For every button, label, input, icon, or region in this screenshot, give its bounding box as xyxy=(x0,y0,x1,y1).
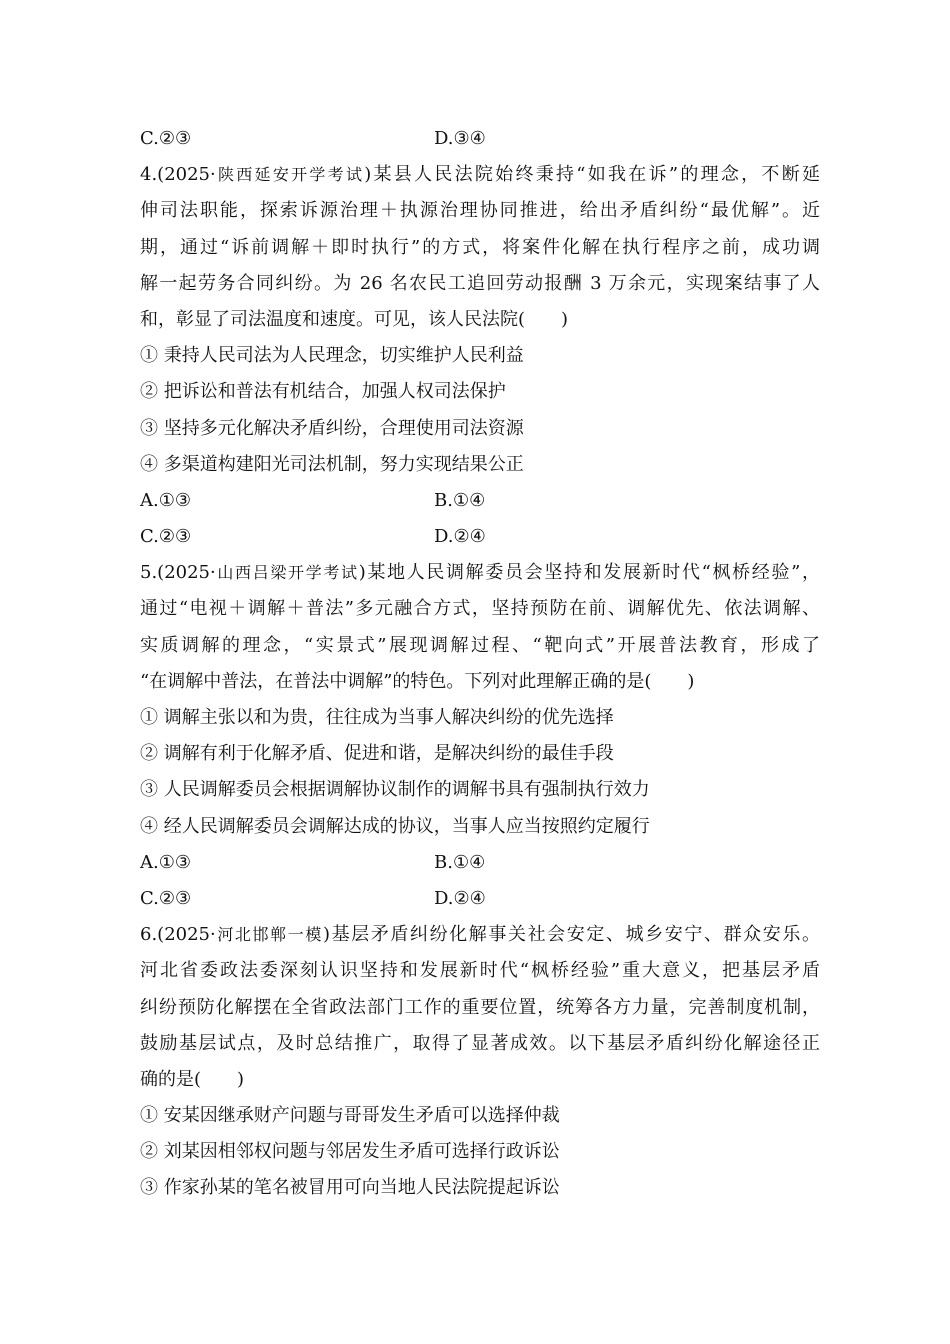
question-content xyxy=(140,121,820,1207)
question-stem-line: 和，彰显了司法温度和速度。可见，该人民法院( ) xyxy=(140,308,569,330)
statement-option: ② 刘某因相邻权问题与邻居发生矛盾可选择行政诉讼 xyxy=(140,1141,560,1163)
statement-option: ④ 多渠道构建阳光司法机制，努力实现结果公正 xyxy=(140,453,524,475)
answer-choices-row xyxy=(140,483,820,519)
question-year: 2025· xyxy=(164,562,216,584)
question-stem-text: )基层矛盾纠纷化解事关社会安定、城乡安宁、群众安乐。 xyxy=(322,924,820,946)
question-5 xyxy=(140,555,820,917)
choice-a: A.①③ xyxy=(140,489,191,511)
question-stem-text: )某地人民调解委员会坚持和发展新时代“枫桥经验”， xyxy=(358,562,820,584)
statement-option: ② 把诉讼和普法有机结合，加强人权司法保护 xyxy=(140,381,506,403)
prev-question-choices xyxy=(140,121,820,157)
statement-option: ③ 坚持多元化解决矛盾纠纷，合理使用司法资源 xyxy=(140,417,524,439)
question-stem-line: “在调解中普法，在普法中调解”的特色。下列对此理解正确的是( ) xyxy=(140,670,695,692)
statement-option: ① 秉持人民司法为人民理念，切实维护人民利益 xyxy=(140,345,524,367)
statement-option: ④ 经人民调解委员会调解达成的协议，当事人应当按照约定履行 xyxy=(140,815,650,837)
choice-a: A.①③ xyxy=(140,851,191,873)
question-stem-line: 实质调解的理念，“实景式”展现调解过程、“靶向式”开展普法教育，形成了 xyxy=(140,634,820,656)
answer-choices-row xyxy=(140,519,820,555)
choice-b: B.①④ xyxy=(434,851,486,873)
choice-d: D.②④ xyxy=(434,887,486,909)
statement-option: ① 安某因继承财产问题与哥哥发生矛盾可以选择仲裁 xyxy=(140,1105,560,1127)
question-stem-line: 鼓励基层试点，及时总结推广，取得了显著成效。以下基层矛盾纠纷化解途径正 xyxy=(140,1032,820,1054)
question-stem-line: 河北省委政法委深刻认识坚持和发展新时代“枫桥经验”重大意义，把基层矛盾 xyxy=(140,960,820,982)
question-number: 6.( xyxy=(140,924,165,946)
question-stem-text: )某县人民法院始终秉持“如我在诉”的理念，不断延 xyxy=(364,164,820,186)
statement-option: ① 调解主张以和为贵，往往成为当事人解决纠纷的优先选择 xyxy=(140,707,614,728)
statement-option: ③ 人民调解委员会根据调解协议制作的调解书具有强制执行效力 xyxy=(140,779,650,801)
question-stem-line xyxy=(140,157,820,193)
answer-choices-row xyxy=(140,845,820,881)
question-year: 2025· xyxy=(164,164,216,186)
answer-choices-row xyxy=(140,881,820,917)
question-source: 陕西延安开学考试 xyxy=(215,165,365,185)
question-4 xyxy=(140,157,820,555)
statement-option: ② 调解有利于化解矛盾、促进和谐，是解决纠纷的最佳手段 xyxy=(140,743,614,765)
question-stem-line: 期，通过“诉前调解＋即时执行”的方式，将案件化解在执行程序之前，成功调 xyxy=(140,236,820,258)
question-number: 5.( xyxy=(140,562,165,584)
statement-option: ③ 作家孙某的笔名被冒用可向当地人民法院提起诉讼 xyxy=(140,1177,560,1199)
question-stem-line: 解一起劳务合同纠纷。为 26 名农民工追回劳动报酬 3 万余元，实现案结事了人 xyxy=(140,272,820,294)
question-stem-line xyxy=(140,555,820,591)
question-stem-line: 确的是( ) xyxy=(140,1068,245,1090)
choice-c: C.②③ xyxy=(140,128,192,149)
question-stem-line: 通过“电视＋调解＋普法”多元融合方式，坚持预防在前、调解优先、依法调解、 xyxy=(140,598,820,620)
question-source: 河北邯郸一模 xyxy=(215,925,323,945)
question-number: 4.( xyxy=(140,164,165,186)
question-6 xyxy=(140,917,820,1207)
question-year: 2025· xyxy=(164,924,216,946)
choice-b: B.①④ xyxy=(434,489,486,511)
choice-c: C.②③ xyxy=(140,526,192,548)
question-stem-line: 伸司法职能，探索诉源治理＋执源治理协同推进，给出矛盾纠纷“最优解”。近 xyxy=(140,200,820,222)
question-source: 山西吕梁开学考试 xyxy=(215,563,359,583)
choice-c: C.②③ xyxy=(140,887,192,909)
choice-d: D.②④ xyxy=(434,526,486,548)
question-stem-line: 纠纷预防化解摆在全省政法部门工作的重要位置，统筹各方力量，完善制度机制， xyxy=(140,996,820,1018)
question-stem-line xyxy=(140,917,820,953)
choice-d: D.③④ xyxy=(434,128,486,149)
